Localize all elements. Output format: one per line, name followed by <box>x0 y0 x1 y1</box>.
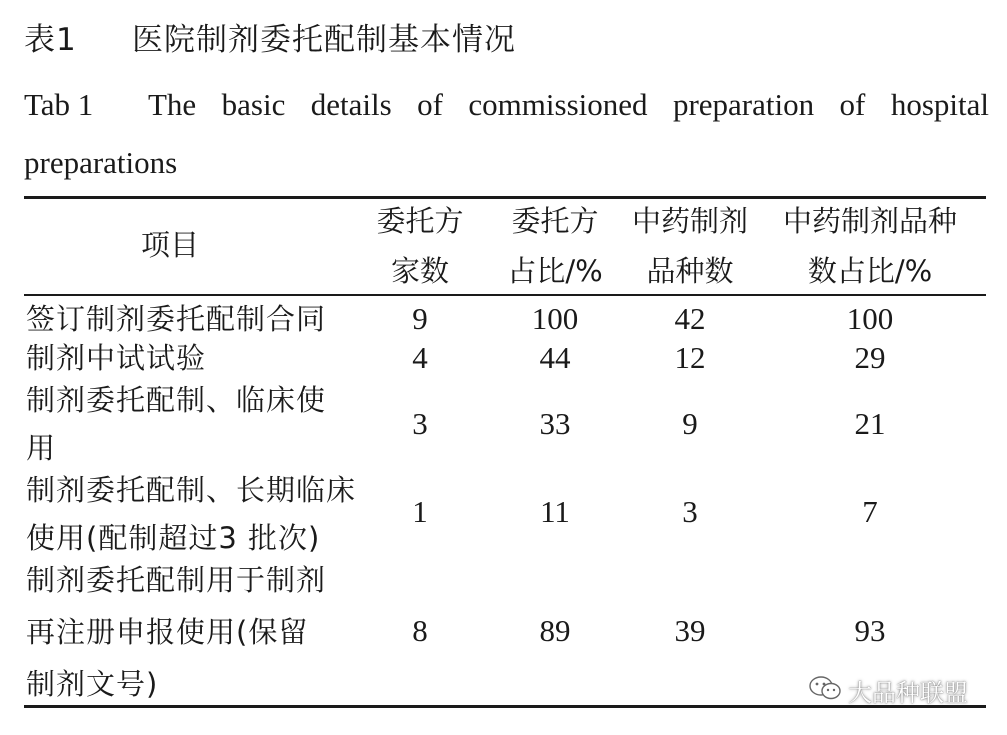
table-header-rule <box>24 294 986 296</box>
table-title-english <box>24 76 989 192</box>
header-line: 品种数 <box>646 254 734 288</box>
header-line: 委托方 <box>376 204 464 238</box>
row-label-line: 签订制剂委托配制合同 <box>26 302 327 336</box>
row-label-line: 使用(配制超过3 批次) <box>26 521 321 555</box>
header-line: 数占比/% <box>807 254 933 288</box>
cell-commissioner-count: 1 <box>412 494 428 529</box>
header-line: 家数 <box>390 254 449 288</box>
header-commissioner-share <box>490 196 620 296</box>
table-row-label <box>26 376 366 472</box>
table-row-label <box>26 339 366 377</box>
cell-commissioner-share: 89 <box>539 613 571 648</box>
cell-tcm-varieties: 3 <box>682 494 698 529</box>
cell-commissioner-count: 3 <box>412 406 428 441</box>
cell-tcm-variety-share: 100 <box>846 301 894 336</box>
header-line: 中药制剂 <box>631 204 748 238</box>
cell-commissioner-share: 44 <box>539 340 571 375</box>
header-item <box>60 220 280 270</box>
cell-commissioner-share: 33 <box>539 406 571 441</box>
header-line: 中药制剂品种 <box>782 204 957 238</box>
cell-tcm-varieties: 12 <box>674 340 706 375</box>
row-label-line: 用 <box>26 431 57 465</box>
header-line: 委托方 <box>511 204 599 238</box>
cell-commissioner-share: 11 <box>540 494 570 529</box>
header-commissioner-count <box>365 196 475 296</box>
watermark <box>808 673 968 708</box>
table-row-label <box>26 466 366 562</box>
cell-tcm-variety-share: 93 <box>854 613 886 648</box>
watermark-text: 大品种联盟 <box>848 679 968 707</box>
row-label-line: 制剂委托配制用于制剂 <box>26 563 327 597</box>
row-label-line: 制剂文号) <box>26 667 159 701</box>
table-row-label <box>26 554 366 710</box>
table-title-chinese-text: 医院制剂委托配制基本情况 <box>132 22 516 58</box>
cell-tcm-variety-share: 29 <box>854 340 886 375</box>
header-tcm-variety-share <box>765 196 975 296</box>
cell-tcm-varieties: 39 <box>674 613 706 648</box>
table-row-label <box>26 300 366 338</box>
row-label-line: 制剂委托配制、长期临床 <box>26 473 357 507</box>
row-label-line: 制剂中试试验 <box>26 341 207 375</box>
wechat-icon <box>808 675 842 707</box>
table-number-chinese: 表1 <box>24 22 77 58</box>
row-label-line: 制剂委托配制、临床使 <box>26 383 327 417</box>
header-item-label: 项目 <box>140 228 199 262</box>
header-tcm-varieties <box>620 196 760 296</box>
table-number-english: Tab 1 <box>24 87 94 122</box>
cell-commissioner-count: 9 <box>412 301 428 336</box>
header-line: 占比/% <box>507 254 603 288</box>
table-title-english-text: The basic details of commissioned preparation of hospital preparations <box>24 87 989 180</box>
cell-tcm-variety-share: 21 <box>854 406 886 441</box>
table-title-chinese <box>24 14 516 59</box>
cell-tcm-varieties: 9 <box>682 406 698 441</box>
row-label-line: 再注册申报使用(保留 <box>26 615 309 649</box>
cell-commissioner-count: 4 <box>412 340 428 375</box>
cell-commissioner-share: 100 <box>531 301 579 336</box>
cell-tcm-varieties: 42 <box>674 301 706 336</box>
cell-tcm-variety-share: 7 <box>862 494 878 529</box>
cell-commissioner-count: 8 <box>412 613 428 648</box>
